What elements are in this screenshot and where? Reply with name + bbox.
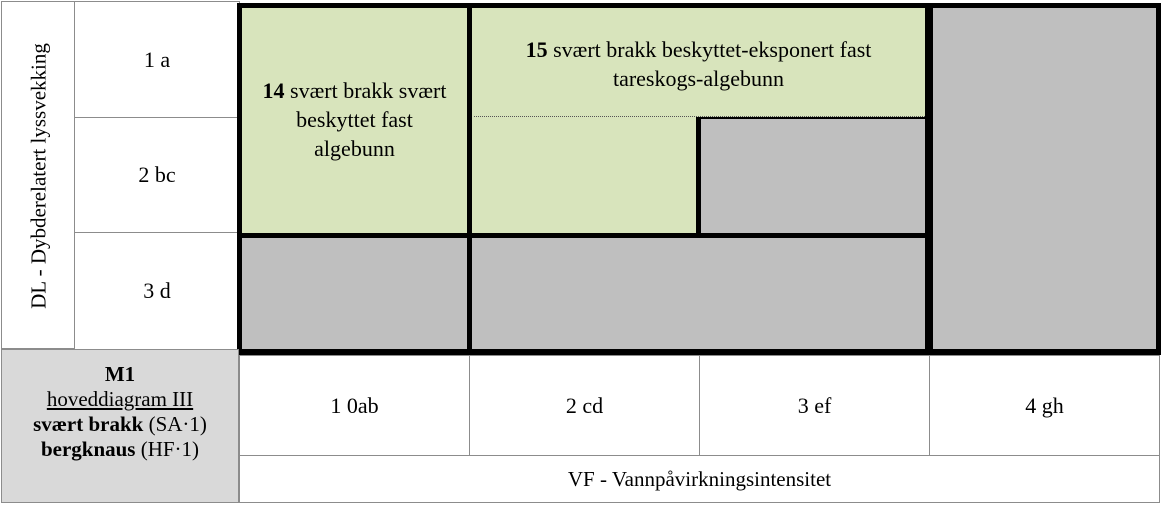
unit-15-number: 15 bbox=[525, 37, 548, 62]
empty-cell-r3-c23 bbox=[472, 238, 925, 349]
column-label-3: 3 ef bbox=[699, 355, 930, 456]
corner-diagram: hoveddiagram III bbox=[46, 387, 194, 411]
row-label-3: 3 d bbox=[74, 232, 240, 350]
row-label-1: 1 a bbox=[74, 1, 240, 118]
corner-line3-bold: svært brakk bbox=[33, 412, 144, 436]
unit-15-label bbox=[472, 35, 925, 93]
unit-14-text-line3: algebunn bbox=[314, 136, 395, 161]
empty-cell-r3-c1 bbox=[242, 238, 467, 349]
empty-cell-c4 bbox=[933, 8, 1156, 349]
row-label-2: 2 bc bbox=[74, 117, 240, 233]
corner-line4-code: (HF·1) bbox=[140, 437, 200, 461]
unit-14-label bbox=[242, 76, 467, 163]
unit-15-bottom bbox=[472, 117, 696, 233]
unit-14-text-line1: svært brakk svært bbox=[290, 78, 447, 103]
unit-15-text-line2: tareskogs-algebunn bbox=[612, 66, 785, 91]
unit-14-text-line2: beskyttet fast bbox=[296, 107, 413, 132]
corner-code: M1 bbox=[104, 362, 136, 386]
corner-cell bbox=[1, 349, 239, 503]
y-axis-title: DL - Dybderelatert lyssvekking bbox=[26, 43, 51, 309]
column-label-4: 4 gh bbox=[929, 355, 1160, 456]
x-axis-title: VF - Vannpåvirkningsintensitet bbox=[239, 455, 1160, 503]
corner-label bbox=[2, 362, 238, 462]
unit-15-text-line1: svært brakk beskyttet-eksponert fast bbox=[553, 37, 872, 62]
corner-line3-code: (SA·1) bbox=[148, 412, 207, 436]
unit-15-dotted-divider bbox=[474, 116, 925, 117]
y-axis-title-cell bbox=[1, 1, 75, 349]
unit-14-cell bbox=[242, 8, 467, 233]
unit-14-number: 14 bbox=[262, 78, 285, 103]
column-label-1: 1 0ab bbox=[239, 355, 470, 456]
empty-cell-r2-c3 bbox=[701, 119, 925, 233]
corner-line4-bold: bergknaus bbox=[40, 437, 136, 461]
column-label-2: 2 cd bbox=[469, 355, 700, 456]
